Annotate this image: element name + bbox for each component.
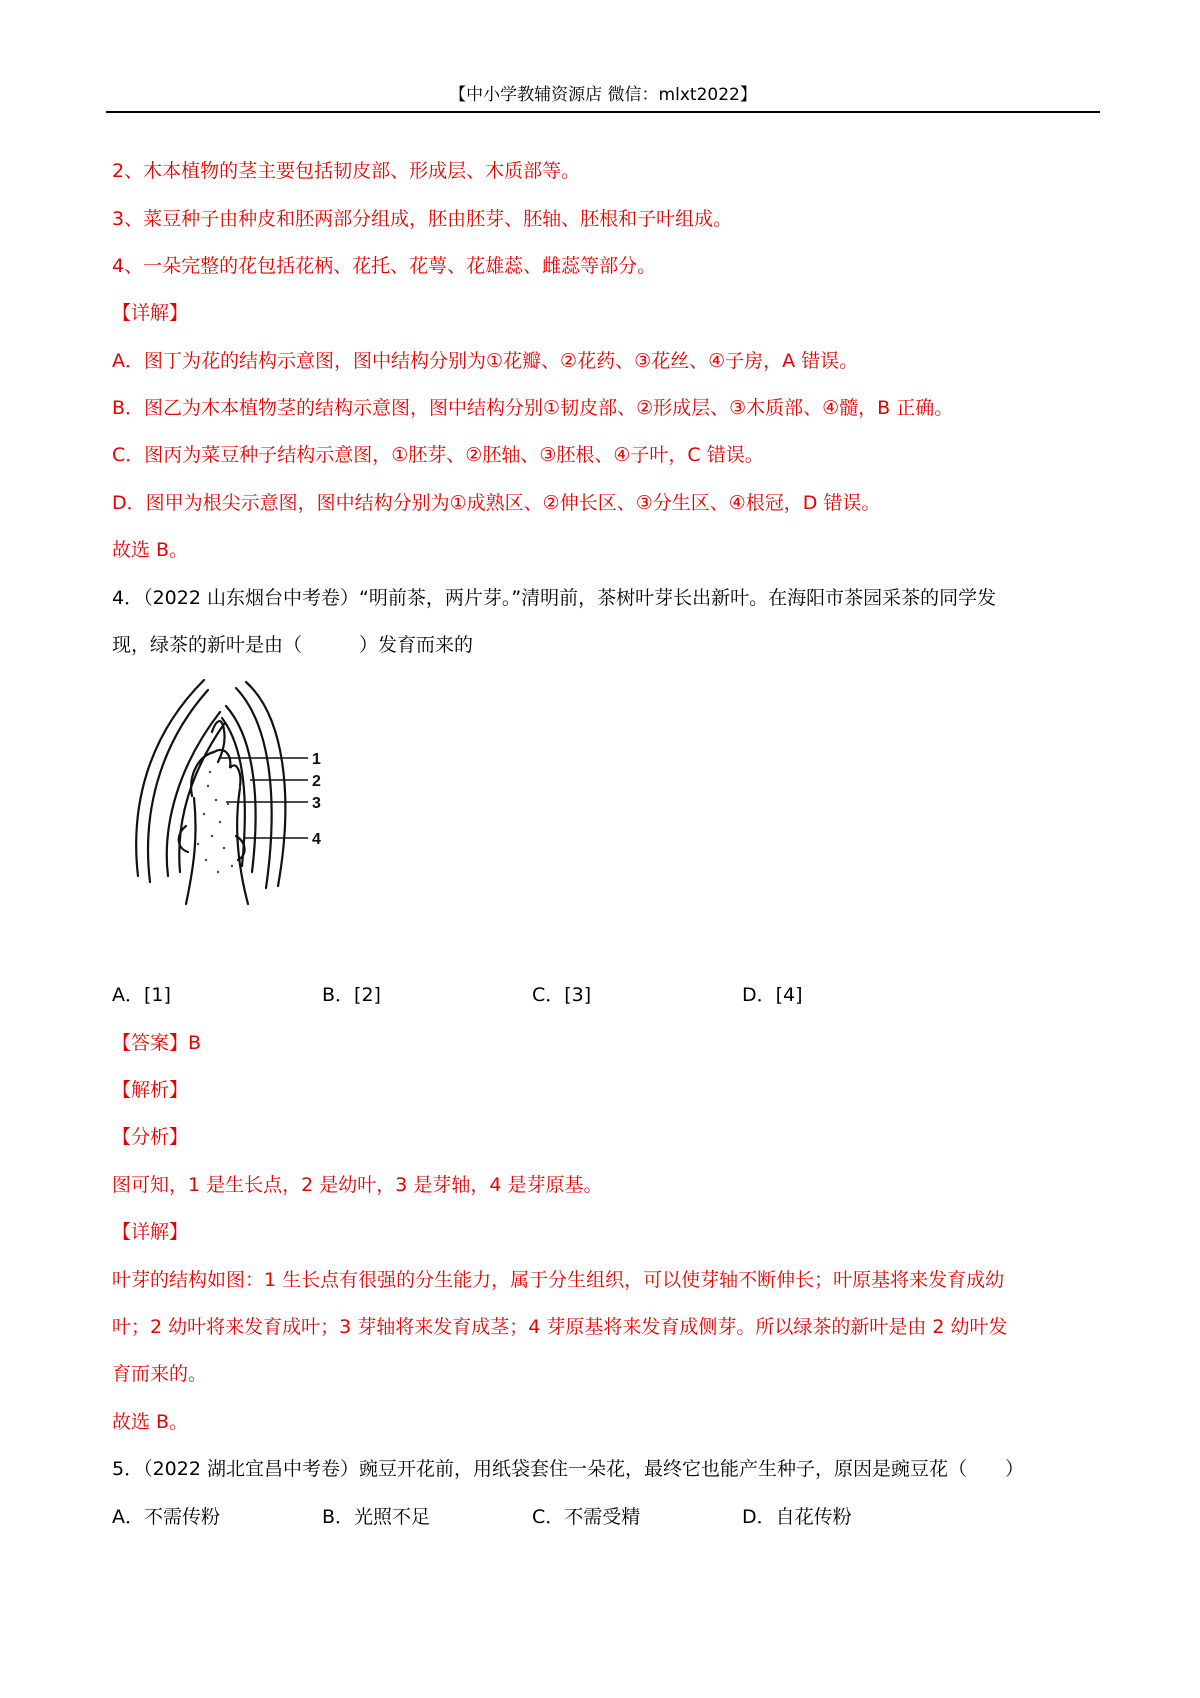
text-line: 图可知，1 是生长点，2 是幼叶，3 是芽轴，4 是芽原基。: [112, 1174, 603, 1196]
bud-stipple: [197, 771, 233, 873]
section-heading: 【分析】: [112, 1126, 189, 1148]
text-line: 育而来的。: [112, 1363, 208, 1385]
label-leaders: [220, 758, 308, 838]
figure-label-4: 4: [312, 831, 321, 848]
text-line: A．图丁为花的结构示意图，图中结构分别为①花瓣、②花药、③花丝、④子房，A 错误。: [112, 350, 859, 372]
header-divider: [106, 111, 1100, 113]
bud-outline: [136, 680, 285, 904]
section-heading: 【详解】: [112, 1221, 189, 1243]
text-line: 叶芽的结构如图：1 生长点有很强的分生能力，属于分生组织，可以使芽轴不断伸长；叶原基将来发育成幼: [112, 1269, 1005, 1291]
text-line: 叶；2 幼叶将来发育成叶；3 芽轴将来发育成茎；4 芽原基将来发育成侧芽。所以绿茶的新叶是由 2 幼叶发: [112, 1316, 1008, 1338]
text-line: B．图乙为木本植物茎的结构示意图，图中结构分别①韧皮部、②形成层、③木质部、④髓，B 正确。: [112, 397, 954, 419]
figure-label-2: 2: [312, 773, 321, 790]
q4-option-b: B．[2]: [322, 984, 381, 1006]
question-5-stem: 5．（2022 湖北宜昌中考卷）豌豆开花前，用纸袋套住一朵花，最终它也能产生种子，原因是豌豆花（ ）: [112, 1458, 1024, 1480]
page-header: 【中小学教辅资源店 微信：mlxt2022】: [449, 85, 757, 105]
q5-option-d: D．自花传粉: [742, 1506, 852, 1528]
question-4-stem: 4．（2022 山东烟台中考卷）“明前茶，两片芽。”清明前，茶树叶芽长出新叶。在海阳市茶园采茶的同学发: [112, 587, 997, 609]
answer-line: 【答案】B: [112, 1032, 202, 1054]
section-heading: 【解析】: [112, 1079, 189, 1101]
figure-labels: [312, 751, 321, 848]
text-line: D．图甲为根尖示意图，图中结构分别为①成熟区、②伸长区、③分生区、④根冠，D 错误。: [112, 492, 881, 514]
section-heading: 【详解】: [112, 302, 189, 324]
text-line: 故选 B。: [112, 539, 189, 561]
q4-option-a: A．[1]: [112, 984, 171, 1006]
q4-option-d: D．[4]: [742, 984, 803, 1006]
q4-option-c: C．[3]: [532, 984, 592, 1006]
q5-option-c: C．不需受精: [532, 1506, 641, 1528]
text-line: 2、木本植物的茎主要包括韧皮部、形成层、木质部等。: [112, 160, 581, 182]
figure-label-1: 1: [312, 751, 321, 768]
text-line: 4、一朵完整的花包括花柄、花托、花萼、花雄蕊、雌蕊等部分。: [112, 255, 657, 277]
q5-option-a: A．不需传粉: [112, 1506, 220, 1528]
question-4-stem: 现，绿茶的新叶是由（ ）发育而来的: [112, 634, 474, 656]
figure-label-3: 3: [312, 795, 321, 812]
text-line: C．图丙为菜豆种子结构示意图，①胚芽、②胚轴、③胚根、④子叶，C 错误。: [112, 444, 764, 466]
text-line: 故选 B。: [112, 1411, 189, 1433]
text-line: 3、菜豆种子由种皮和胚两部分组成，胚由胚芽、胚轴、胚根和子叶组成。: [112, 208, 733, 230]
leaf-bud-diagram: [128, 676, 360, 908]
q5-option-b: B．光照不足: [322, 1506, 431, 1528]
